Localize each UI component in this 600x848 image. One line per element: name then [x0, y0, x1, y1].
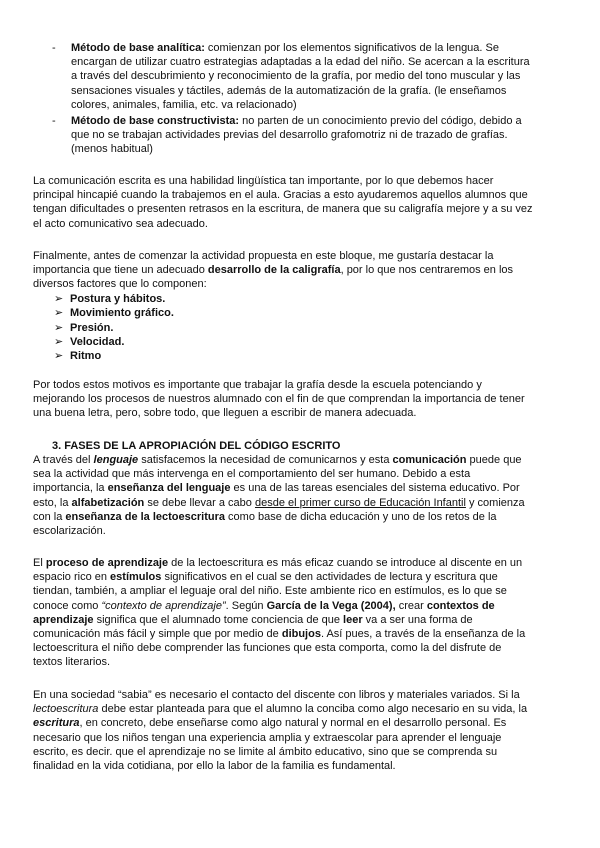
text-run-bold: García de la Vega (2004),: [266, 599, 396, 612]
factor-label: Velocidad.: [70, 335, 125, 348]
text-run-bold: alfabetización: [71, 496, 145, 509]
text-run-italic: “contexto de aprendizaje”: [101, 599, 226, 612]
text-run: y comienza con la: [33, 496, 525, 523]
text-run: significa que el alumnado tome conciencia de que: [93, 613, 344, 626]
text-run-bold: leer: [343, 613, 363, 626]
text-run: significativos en el cual se den actividades de lectura y escritura que tiendan, también, a ampliar el leguaje oral del niño. Este ambiente rico en estímulos, es lo que se conoce como: [33, 571, 507, 612]
dash-bullet: -: [52, 115, 56, 128]
text-run: es una de las tareas esenciales del sistema educativo. Por esto, la: [33, 482, 520, 509]
text-run-bold: estímulos: [110, 571, 162, 584]
paragraph-calligraphy: [33, 249, 533, 292]
list-item: [52, 114, 532, 157]
text-run-bold: dibujos: [281, 628, 321, 641]
factor-label: Postura y hábitos.: [70, 293, 166, 305]
section-heading: 3. FASES DE LA APROPIACIÓN DEL CÓDIGO ESCRITO: [52, 440, 341, 452]
method-title: Método de base constructivista:: [71, 115, 240, 128]
text-run-bold: proceso de aprendizaje: [45, 557, 169, 569]
text-run: de la lectoescritura es más eficaz cuando se introduce al discente en un espacio rico en: [33, 557, 523, 584]
factor-label: Ritmo: [70, 350, 102, 363]
factors-list: [54, 292, 174, 363]
text-run-italic: lectoescritura: [33, 703, 99, 716]
text-run-bold: desarrollo de la caligrafía: [207, 264, 341, 277]
list-item: [52, 41, 532, 112]
method-title: Método de base analítica:: [71, 42, 205, 54]
text-run: , en concreto, debe enseñarse como algo natural y normal en el desarrollo personal. Es necesario que los niños tengan una experiencia amplia y extraescolar para aprender el lenguaje escrito, es decir. que el aprendizaje no se limite al ámbito educativo, sino que se comprenda su finalidad en la vida cotidiana, por ello la labor de la familia es fundamental.: [33, 717, 507, 773]
paragraph-learning-process: [33, 556, 533, 670]
text-run: Finalmente, antes de comenzar la actividad propuesta en este bloque, me gustaría destacar la importancia que tiene un adecuado: [33, 250, 494, 277]
text-run: como base de dicha educación y uno de los retos de la escolarización.: [33, 510, 497, 538]
methods-list: [52, 41, 532, 157]
list-item: [54, 349, 174, 363]
text-run: , por lo que nos centraremos en los diversos factores que lo componen:: [33, 264, 514, 291]
arrow-bullet-icon: ➢: [54, 321, 64, 334]
text-run: A través del: [33, 454, 94, 466]
text-run-bold-italic: lenguaje: [93, 454, 139, 466]
dash-bullet: -: [52, 42, 56, 54]
text-run: En una sociedad “sabia” es necesario el contacto del discente con libros y materiales variados. Si la: [33, 689, 520, 701]
factor-label: Movimiento gráfico.: [70, 307, 174, 320]
text-run: El: [33, 557, 46, 569]
text-run: puede que sea la actividad que más intervenga en el comportamiento del ser humano. Debido a esta importancia, la: [33, 454, 522, 495]
arrow-bullet-icon: ➢: [54, 350, 64, 363]
text-run-bold: contextos de aprendizaje: [33, 599, 495, 626]
text-run: debe estar planteada para que el alumno la conciba como algo necesario en su vida, la: [98, 703, 528, 716]
text-run-bold: comunicación: [392, 454, 467, 466]
text-run: . Así pues, a través de la enseñanza de la lectoescritura el niño debe comprender las funciones que esta comporta, como la del disfrute de textos literarios.: [33, 628, 526, 669]
text-run: crear: [395, 599, 427, 612]
method-text: comienzan por los elementos significativos de la lengua. Se encargan de utilizar cuatro estrategias adaptadas a la edad del niño. Se acercan a la escritura a través del descubrimiento y reconocimiento de la grafía, por medio del tono muscular y las sensaciones visuales y táctiles, además de la automatización de la grafía. (le enseñamos colores, animales, familia, etc. va relacionado): [71, 42, 530, 111]
text-run: se debe llevar a cabo: [144, 496, 255, 509]
list-item: [54, 321, 174, 335]
paragraph-motives: Por todos estos motivos es importante que trabajar la grafía desde la escuela potenciando y mejorando los procesos de nuestros alumnado con el fin de que comprendan la importancia de tener una buena letra, pero, sobre todo, que lleguen a escribir de manera adecuada.: [33, 379, 525, 420]
arrow-bullet-icon: ➢: [54, 335, 64, 348]
text-run: satisfacemos la necesidad de comunicarnos y esta: [138, 454, 393, 466]
text-run: . Según: [225, 599, 267, 612]
text-run-bold: enseñanza de la lectoescritura: [65, 510, 225, 523]
text-run-bold-italic: escritura: [33, 717, 80, 730]
list-item: [54, 292, 174, 306]
method-text: no parten de un conocimiento previo del código, debido a que no se trabajan actividades previas del desarrollo grafomotriz ni de trazado de grafías. (menos habitual): [71, 115, 522, 156]
paragraph-language: [33, 453, 533, 538]
text-run: va a ser una forma de comunicación más fácil y simple que por medio de: [33, 613, 473, 641]
text-run-underlined: desde el primer curso de Educación Infantil: [254, 496, 466, 509]
factor-label: Presión.: [70, 321, 114, 334]
paragraph-society: [33, 688, 533, 773]
list-item: [54, 306, 174, 320]
text-run-bold: enseñanza del lenguaje: [107, 482, 231, 495]
arrow-bullet-icon: ➢: [54, 307, 64, 320]
paragraph-written-communication: La comunicación escrita es una habilidad lingüística tan importante, por lo que debemos hacer principal hincapié cuando la trabajemos en el aula. Gracias a esto ayudaremos aquellos alumnos que tengan dificultades o presenten retrasos en la escritura, de manera que su caligrafía mejore y a su vez el acto comunicativo sea adecuado.: [33, 175, 533, 230]
list-item: [54, 335, 174, 349]
arrow-bullet-icon: ➢: [54, 293, 64, 305]
